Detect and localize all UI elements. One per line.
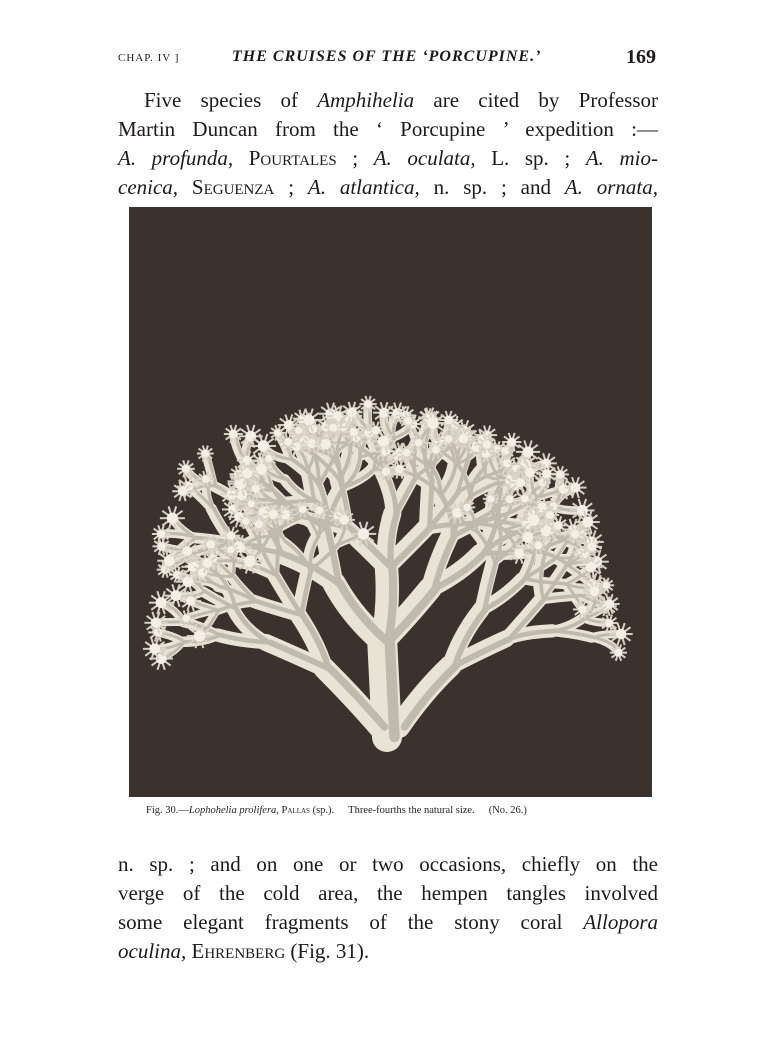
text-run: ; [274,175,308,199]
text-line [118,937,658,966]
text-line: n. sp. ; and on one or two occasions, chiefly on the [118,852,658,876]
coral-shadow [390,642,395,737]
author-name: Pourtales [233,146,337,170]
text-run: some elegant fragments of the stony coral [118,910,584,934]
running-title: THE CRUISES OF THE ‘PORCUPINE.’ [232,48,542,65]
text-run: ; [336,146,374,170]
text-line [118,908,658,937]
page-number: 169 [626,46,656,68]
figure-caption [146,805,527,816]
genus-name: Amphihelia [317,88,415,112]
text-line: verge of the cold area, the hempen tangles involved [118,881,658,905]
text-run: are cited by Professor [414,88,658,112]
species-name: oculina, [118,939,187,963]
species-name: A. oculata, [373,146,476,170]
genus-name: Allopora [583,910,658,934]
text-run: L. sp. ; [475,146,586,170]
species-name: cenica, [118,175,179,199]
running-head [118,46,658,70]
text-run: (sp.). [309,805,335,816]
coral-engraving [129,207,652,797]
species-name: A. profunda, [118,146,234,170]
author-name: Ehrenberg [186,939,286,963]
author-name: Seguenza [178,175,275,199]
figure-ref: (No. 26.) [488,805,527,816]
bottom-paragraph [118,850,658,966]
top-paragraph [118,86,658,202]
polyp-cup [152,525,170,542]
species-name: Lophohelia prolifera, [188,805,279,816]
text-line [118,144,658,173]
author-name: Pallas [278,805,310,816]
text-line [118,86,658,115]
text-run: Five species of [144,88,318,112]
text-run: n. sp. ; and [419,175,565,199]
species-name: A. ornata, [564,175,658,199]
text-line [118,173,658,202]
text-line: Martin Duncan from the ‘ Porcupine ’ expedition :— [118,117,658,141]
scale-note: Three-fourths the natural size. [348,805,475,816]
coral-illustration [129,207,652,797]
chapter-label: CHAP. IV ] [118,52,180,64]
text-run: (Fig. 31). [285,939,370,963]
species-name: A. atlantica, [307,175,420,199]
coral-shadow [276,539,277,575]
species-name: A. mio- [585,146,659,170]
figure-number: Fig. 30.— [146,805,189,816]
